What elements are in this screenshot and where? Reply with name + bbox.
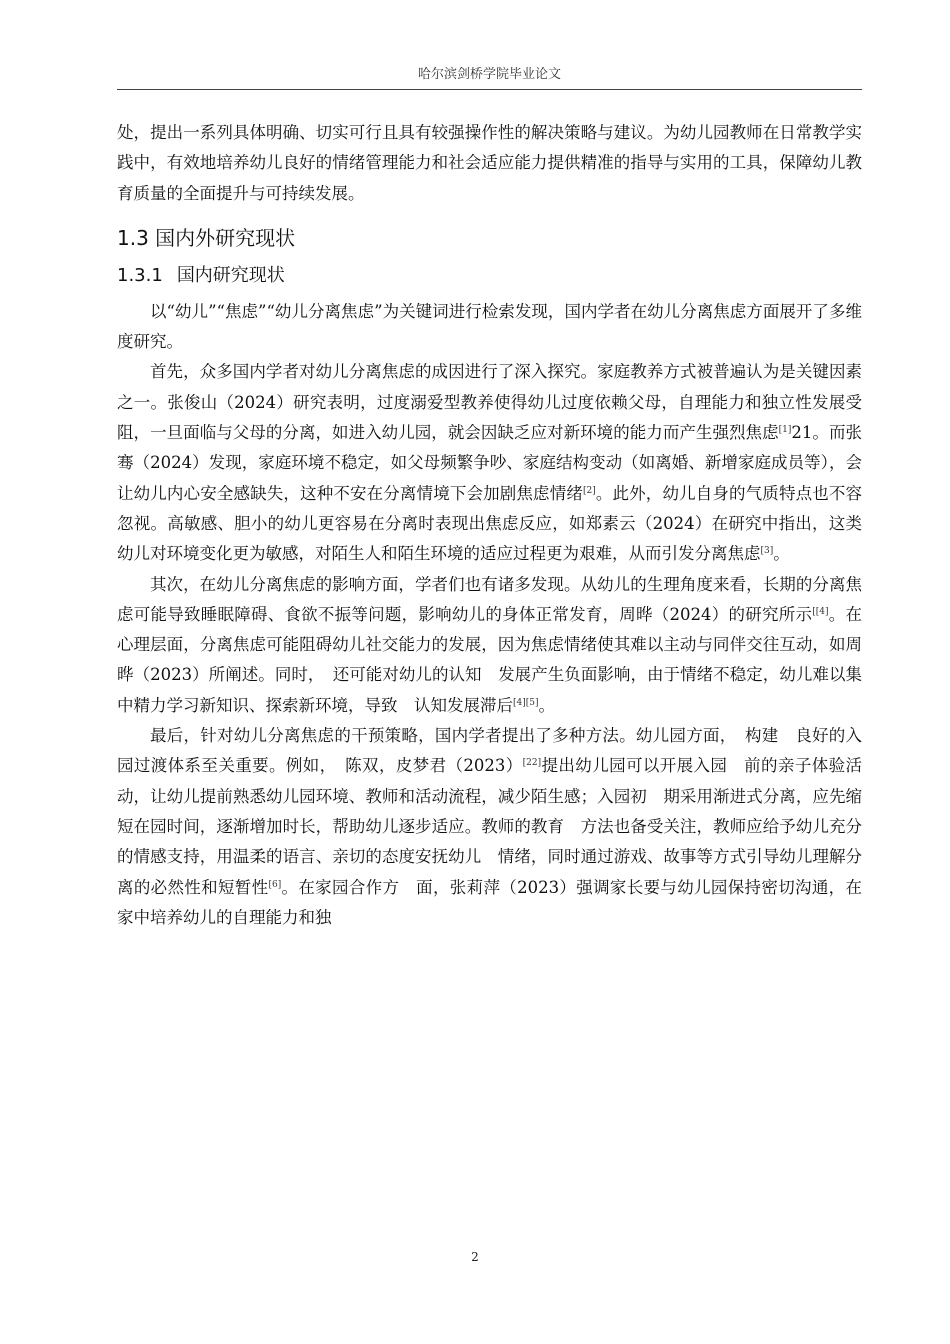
subsection-number: 1.3.1 — [117, 264, 163, 286]
paragraph-text: 。 — [538, 695, 555, 715]
paragraph-text: 21。而张骞（2024）发现，家庭环境不稳定，如父母频繁争吵、家庭结构变动（如离婚、新增家庭成员等），会让幼儿内心安全感缺失，这种不安在分离情境下会加剧焦虑情绪 — [117, 423, 863, 503]
paragraph-interventions — [117, 721, 862, 933]
intro-continuation-paragraph: 处，提出一系列具体明确、切实可行且具有较强操作性的解决策略与建议。为幼儿园教师在日常教学实践中，有效地培养幼儿良好的情绪管理能力和社会适应能力提供精准的指导与实用的工具，保障幼儿教育质量的全面提升与可持续发展。 — [117, 123, 862, 203]
page-body — [117, 118, 862, 933]
citation-marker: [6] — [268, 879, 282, 890]
paragraph-causes — [117, 357, 862, 569]
paragraph-text: 首先，众多国内学者对幼儿分离焦虑的成因进行了深入探究。家庭教养方式被普遍认为是关键因素之一。张俊山（2024）研究表明，过度溺爱型教养使得幼儿过度依赖父母，自理能力和独立性发展受阻，一旦面临与父母的分离，如进入幼儿园，就会因缺乏应对新环境的能力而产生强烈焦虑 — [117, 362, 862, 443]
citation-marker: [1] — [778, 425, 792, 436]
subsection-title: 国内研究现状 — [176, 264, 285, 286]
citation-marker: [22] — [522, 758, 542, 769]
paragraph-keywords: 以“幼儿”“焦虑”“幼儿分离焦虑”为关键词进行检索发现，国内学者在幼儿分离焦虑方面展开了多维度研究。 — [117, 301, 862, 352]
paragraph-text: 。在心理层面，分离焦虑可能阻碍幼儿社交能力的发展，因为焦虑情绪使其难以主动与同伴交往互动，如周晔（2023）所阐述。同时， 还可能对幼儿的认知 发展产生负面影响，由于情绪不稳定，幼儿难以集中精力学习新知识、探索新环境，导致 认知发展滞后 — [117, 604, 863, 715]
paragraph-text: 。此外，幼儿自身的气质特点也不容忽视。高敏感、胆小的幼儿更容易在分离时表现出焦虑反应，如郑素云（2024）在研究中指出，这类幼儿对环境变化更为敏感，对陌生人和陌生环境的适应过程更为艰难，从而引发分离焦虑 — [117, 483, 863, 564]
paragraph-effects — [117, 570, 862, 721]
paragraph-text: 最后，针对幼儿分离焦虑的干预策略，国内学者提出了多种方法。幼儿园方面， 构建 良好的入园过渡体系至关重要。例如， 陈双，皮梦君（2023） — [117, 726, 862, 776]
citation-marker: [2] — [582, 485, 596, 496]
citation-marker: [4][5] — [513, 697, 539, 708]
paragraph-text: 其次，在幼儿分离焦虑的影响方面，学者们也有诸多发现。从幼儿的生理角度来看，长期的分离焦虑可能导致睡眠障碍、食欲不振等问题，影响幼儿的身体正常发育，周晔（2024）的研究所示 — [117, 574, 862, 624]
paragraph-text: 。在家园合作方 面，张莉萍（2023）强调家长要与幼儿园保持密切沟通，在家中培养幼儿的自理能力和独 — [117, 877, 862, 927]
running-header: 哈尔滨剑桥学院毕业论文 — [417, 67, 561, 82]
section-heading: 1.3 国内外研究现状 — [117, 225, 296, 250]
paragraph-text: 提出幼儿园可以开展入园 前的亲子体验活动，让幼儿提前熟悉幼儿园环境、教师和活动流程，减少陌生感；入园初 期采用渐进式分离，应先缩短在园时间，逐渐增加时长，帮助幼儿逐步适应。教师的教育 方法也备受关注，教师应给予幼儿充分的情感支持，用温柔的语言、亲切的态度安抚幼儿 情绪，同时通过游戏、故事等方式引导幼儿理解分离的必然性和短暂性 — [117, 756, 862, 897]
paragraph-text: 。 — [773, 544, 790, 564]
citation-marker: [3] — [760, 546, 774, 557]
page-number: 2 — [471, 1250, 479, 1264]
citation-marker: [[4] — [812, 606, 829, 617]
header-divider — [117, 89, 862, 90]
subsection-heading — [117, 261, 862, 291]
